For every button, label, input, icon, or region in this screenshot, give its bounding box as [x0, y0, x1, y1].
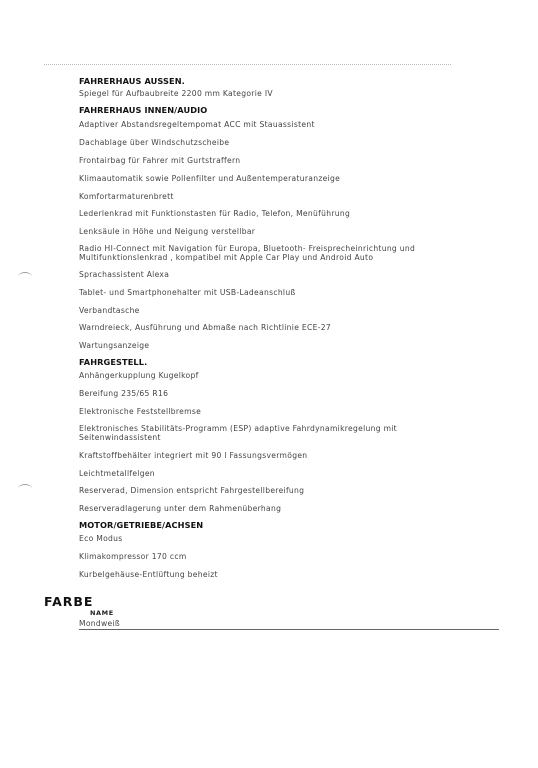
list-item: Eco Modus [79, 534, 123, 543]
list-item: Reserveradlagerung unter dem Rahmenüberhang [79, 504, 282, 513]
list-item: Tablet- und Smartphonehalter mit USB-Ladeanschluß [79, 288, 296, 297]
punch-hole-mark [18, 272, 32, 281]
list-item: Anhängerkupplung Kugelkopf [79, 371, 199, 380]
list-item: Kraftstoffbehälter integriert mit 90 l Fassungsvermögen [79, 451, 308, 460]
section-heading: FAHRERHAUS INNEN/AUDIO [79, 105, 208, 115]
list-item: Reserverad, Dimension entspricht Fahrgestellbereifung [79, 486, 305, 495]
list-item: Warndreieck, Ausführung und Abmaße nach Richtlinie ECE-27 [79, 323, 331, 332]
farbe-title: FARBE [44, 594, 94, 609]
list-item: Elektronisches Stabilitäts-Programm (ESP) adaptive Fahrdynamikregelung mit Seitenwindassistent [79, 424, 397, 442]
top-dotted-divider [44, 64, 451, 65]
list-item: Radio HI-Connect mit Navigation für Europa, Bluetooth- Freisprecheinrichtung und Multifunktionslenkrad , kompatibel mit Apple Car Play und Android Auto [79, 244, 416, 262]
farbe-name-value: Mondweiß [79, 619, 121, 628]
section-heading: MOTOR/GETRIEBE/ACHSEN [79, 520, 204, 530]
list-item: Wartungsanzeige [79, 341, 150, 350]
list-item: Sprachassistent Alexa [79, 270, 170, 279]
punch-hole-mark [18, 484, 32, 493]
list-item: Klimakompressor 170 ccm [79, 552, 187, 561]
list-item: Leichtmetallfelgen [79, 469, 155, 478]
list-item: Dachablage über Windschutzscheibe [79, 138, 230, 147]
list-item: Lederlenkrad mit Funktionstasten für Radio, Telefon, Menüführung [79, 209, 351, 218]
list-item: Spiegel für Aufbaubreite 2200 mm Kategorie IV [79, 89, 273, 98]
list-item: Klimaautomatik sowie Pollenfilter und Außentemperaturanzeige [79, 174, 341, 183]
list-item: Adaptiver Abstandsregeltempomat ACC mit Stauassistent [79, 120, 315, 129]
section-heading: FAHRERHAUS AUSSEN. [79, 76, 185, 86]
list-item: Komfortarmaturenbrett [79, 192, 174, 201]
farbe-underline [79, 629, 499, 630]
list-item: Kurbelgehäuse-Entlüftung beheizt [79, 570, 218, 579]
list-item: Elektronische Feststellbremse [79, 407, 202, 416]
section-heading: FAHRGESTELL. [79, 357, 148, 367]
list-item: Frontairbag für Fahrer mit Gurtstraffern [79, 156, 241, 165]
list-item: Verbandtasche [79, 306, 140, 315]
farbe-name-label: NAME [90, 609, 114, 617]
list-item: Bereifung 235/65 R16 [79, 389, 169, 398]
list-item: Lenksäule in Höhe und Neigung verstellbar [79, 227, 256, 236]
